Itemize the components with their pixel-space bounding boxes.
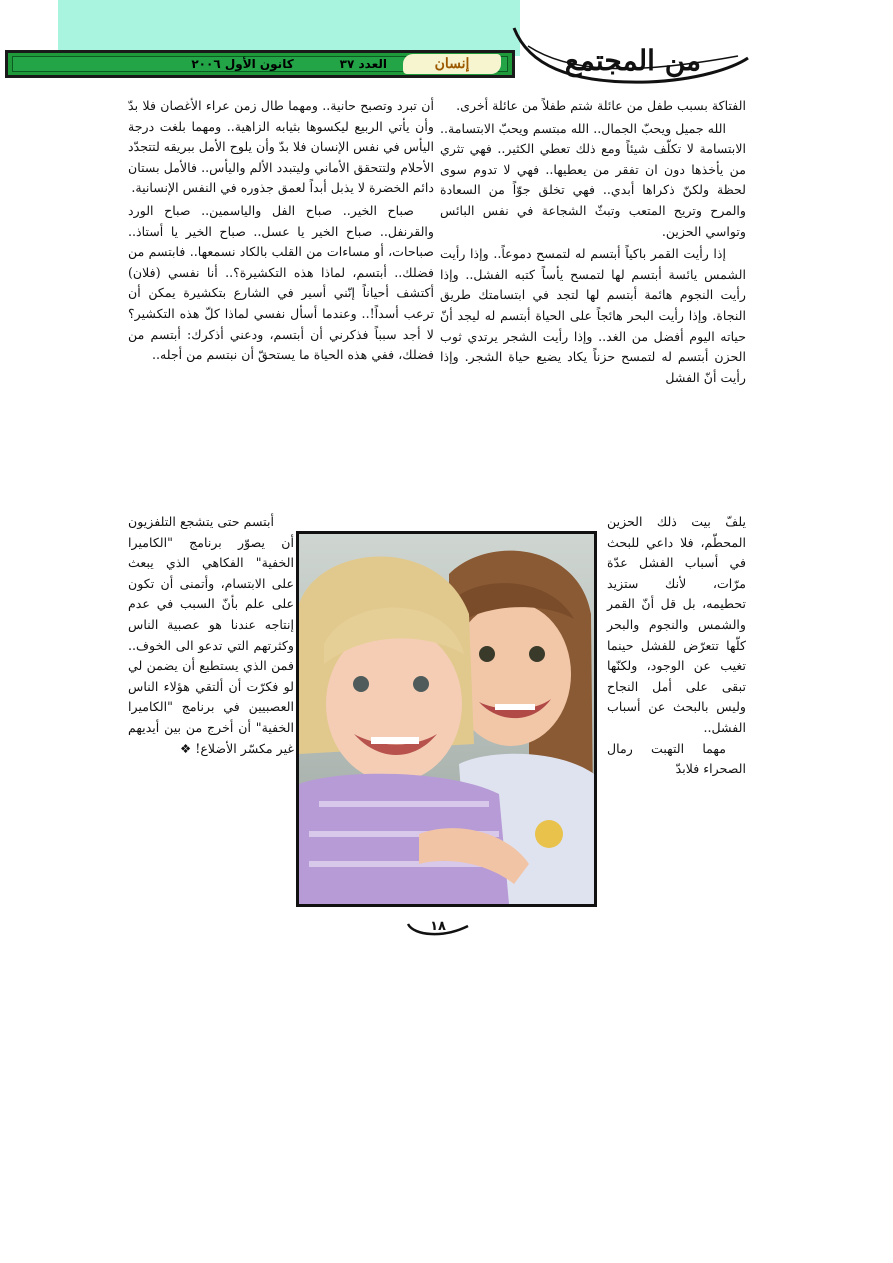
- article-column-right: [440, 96, 746, 390]
- article-wrap-left: [128, 512, 294, 759]
- paragraph: أبتسم حتى يتشجع التلفزيون أن يصوّر برنامج "الكاميرا الخفية" الفكاهي الذي يبعث على الابتسام، وأتمنى أن تكون على علم بأنّ السبب في عدم إنتاجه عندنا هو عصبية الناس وكثرتهم التي تدعو الى الخوف.. فمن الذي يستطيع أن يضمن لي لو فكرّت أن ألتقي هؤلاء الناس العصبيين في برنامج "الكاميرا الخفية" أن أخرج من بين أيديهم غير مكسّر الأضلاع! ❖: [128, 514, 294, 756]
- section-header: [508, 24, 753, 90]
- article-wrap-right: [607, 512, 746, 780]
- two-smiling-girls-photo: [296, 531, 597, 907]
- paragraph: الفتاكة بسبب طفل من عائلة شتم طفلاً من عائلة أخرى.: [456, 98, 746, 113]
- issue-number: العدد ٣٧: [339, 57, 387, 71]
- paragraph: يلفّ بيت ذلك الحزين المحطّم، فلا داعي للبحث في أسباب الفشل عدّة مرّات، لأنك ستزيد تحطيمه، بل قل أنّ القمر والشمس والنجوم والبحر كلّها تتعرّض للفشل حينما تغيب عن الوجود، ولكنّها تبقى على أمل النجاح وليس بالبحث عن أسباب الفشل..: [607, 514, 746, 735]
- header-info: [12, 56, 508, 72]
- girls-illustration-icon: [299, 534, 594, 904]
- paragraph: مهما التهبت رمال الصحراء فلابدّ: [607, 740, 746, 777]
- magazine-logo: إنسان: [403, 54, 501, 74]
- paragraph: إذا رأيت القمر باكياً أبتسم له لتمسح دموعاً.. وإذا رأيت الشمس يائسة أبتسم لها لتمسح يأساً كتبه الفشل.. وإذا رأيت النجوم هائمة أبتسم لها لتجد في ابتسامتك طريق النجاة. وإذا رأيت البحر هائجاً على الحياة أبتسم له ليجد أنّ حياته اليوم أفضل من الغد.. وإذا رأيت الشجر يرتدي ثوب الحزن أبتسم له لتمسح حزناً يكاد يضيع حياة الشجر. وإذا رأيت أنّ الفشل: [440, 246, 746, 385]
- paragraph: الله جميل ويحبّ الجمال.. الله مبتسم ويحبّ الابتسامة.. الابتسامة لا تكلّف شيئاً ومع ذلك تعطي الكثير.. فهي تثري من يأخذها دون ان تفقر من يعطيها.. فهي لا تدوم سوى لحظة ولكنّ ذكراها أبدي.. فهي تخلق جوّاً من السعادة والمرح وتريح المتعب وتبثّ الشجاعة في نفس البائس وتواسي الحزين.: [440, 120, 746, 239]
- section-title: من المجتمع: [564, 44, 701, 77]
- header-bar: [5, 50, 515, 78]
- issue-date: كانون الأول ٢٠٠٦: [191, 57, 294, 71]
- page-number-badge: [404, 914, 472, 938]
- header-color-band: [58, 0, 520, 56]
- page-number: ١٨: [430, 918, 446, 934]
- paragraph: أن تبرد وتصبح حانية.. ومهما طال زمن عراء الأغصان فلا بدّ وأن يأتي الربيع ليكسوها بثيابه الزاهية.. ومهما بلغت درجة اليأس في نفس الإنسان فلا بدّ وأن يلوح الأمل ببريقه لتتجدّد الأحلام ولتتحقق الأماني وليتبدد الألم واليأس.. فالأمل بستان دائم الخضرة لا يذبل أبداً لعمق جذوره في النفس الإنسانية.: [128, 98, 434, 196]
- paragraph: صباح الخير.. صباح الفل والياسمين.. صباح الورد والقرنفل.. صباح الخير يا عسل.. صباح الخير يا أستاذ.. صباحات، أو مساءات من القلب بالكاد نسمعها.. فابتسم من فضلك.. أبتسم، لماذا هذه التكشيرة؟.. أنا نفسي (فلان) أكتشف أحياناً إنّني أسير في الشارع بتكشيرة يمكن أن ترعب أسداً!.. وعندما أسأل نفسي لماذا كلّ هذه التكشير؟ لا أجد سبباً فذكرني أن أبتسم، ودعني أذكرك: أبتسم من فضلك، ففي هذه الحياة ما يستحقّ أن نبتسم من أجله..: [128, 202, 434, 363]
- article-column-left: [128, 96, 434, 368]
